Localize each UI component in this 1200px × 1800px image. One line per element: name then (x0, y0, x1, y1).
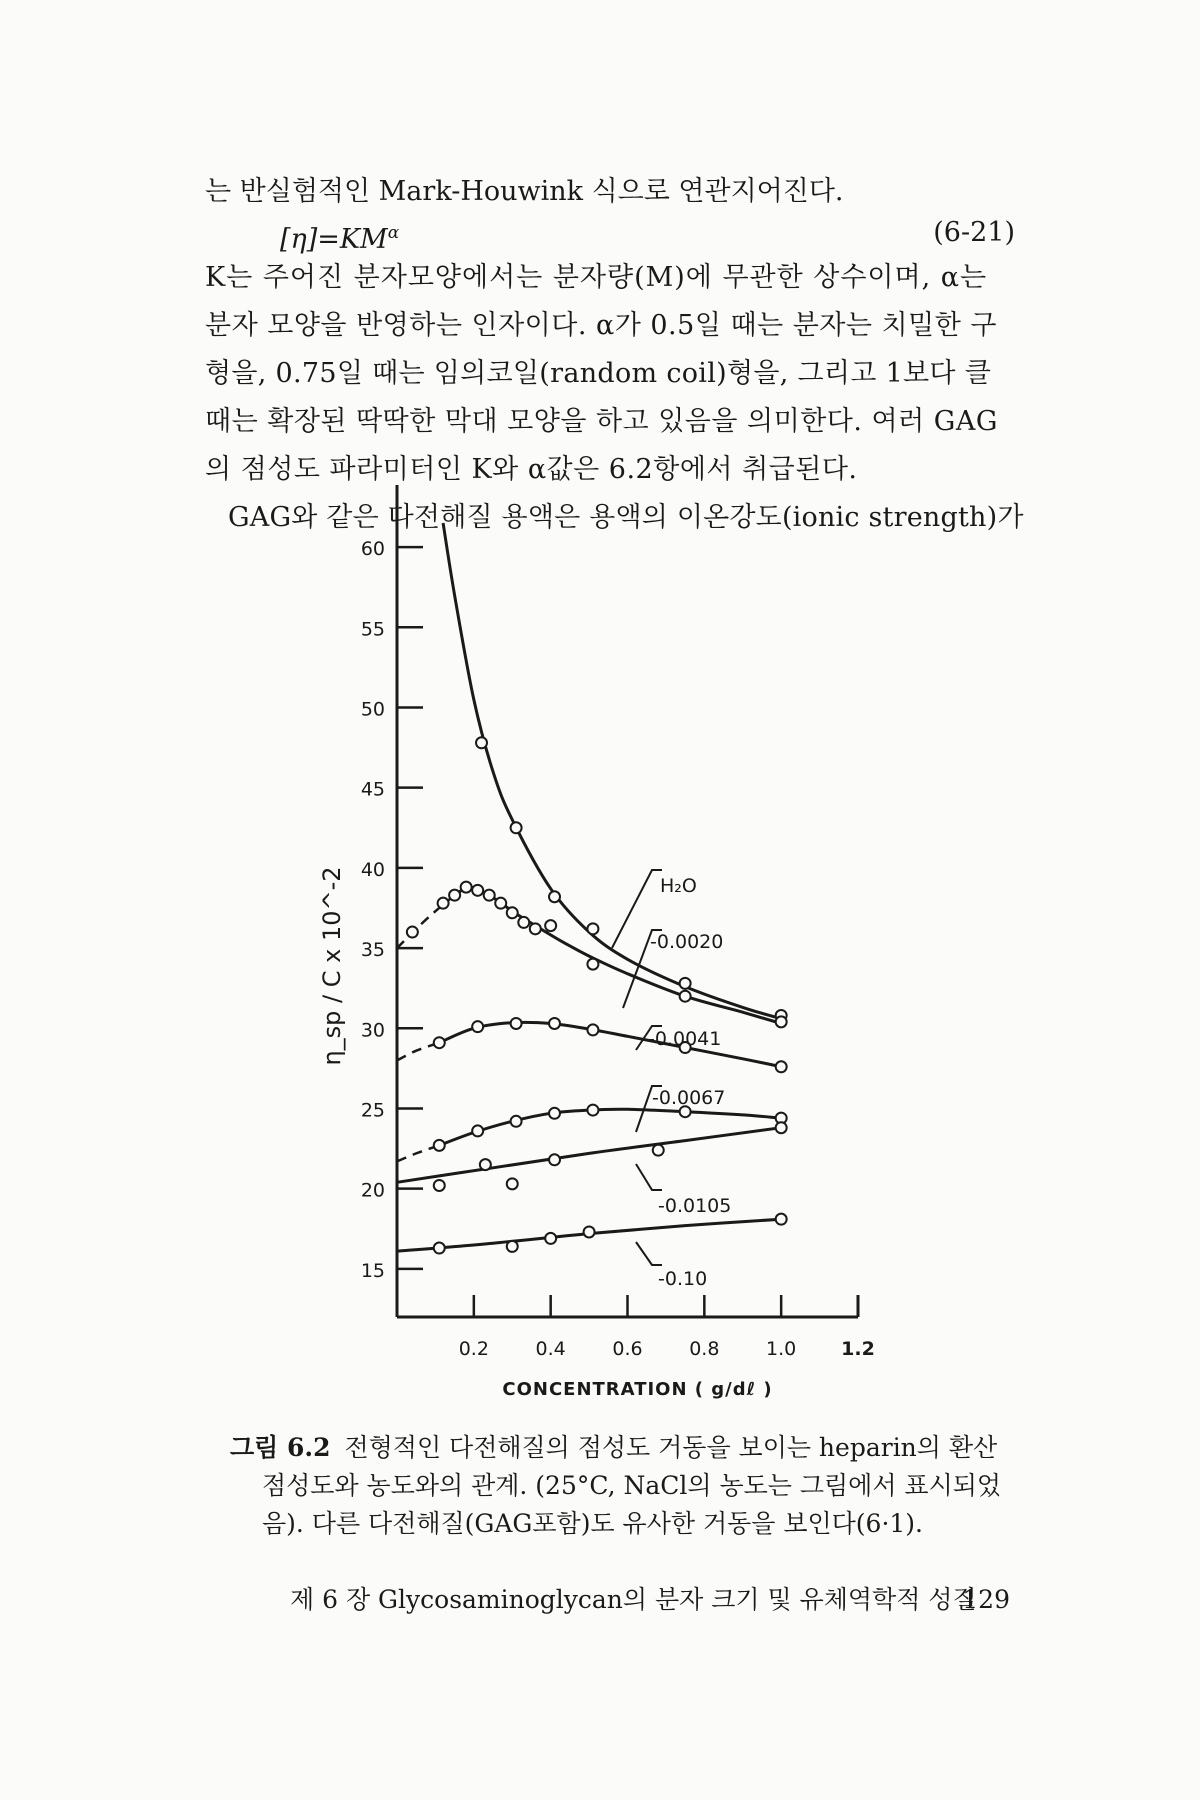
equation-body: [η]=KM (280, 224, 388, 255)
data-point (549, 1018, 560, 1029)
data-point (507, 1178, 518, 1189)
page-footer (290, 1582, 1010, 1618)
data-point (507, 907, 518, 918)
series-label: -0.0105 (658, 1195, 732, 1217)
y-tick-label: 30 (360, 1019, 385, 1042)
data-point (480, 1159, 491, 1170)
x-tick-label: 0.4 (535, 1338, 566, 1360)
data-point (587, 1105, 598, 1116)
body-line-8: GAG와 같은 다전해질 용액은 용액의 이온강도(ionic strength)가 (228, 502, 1024, 533)
data-point (472, 1021, 483, 1032)
figure-caption-label: 그림 6.2 (230, 1433, 331, 1462)
body-line-6: 때는 확장된 딱딱한 막대 모양을 하고 있음을 의미한다. 여러 GAG (205, 406, 998, 437)
x-tick-label: 1.0 (766, 1338, 797, 1360)
data-point (407, 927, 418, 938)
series-label-leader (636, 1164, 662, 1190)
series-label-leader (636, 1242, 662, 1265)
figure-caption-line-1 (230, 1430, 1020, 1466)
y-tick-label: 20 (360, 1179, 385, 1202)
series-line (439, 1109, 781, 1145)
data-point (511, 1018, 522, 1029)
data-point (680, 978, 691, 989)
series-dashed-line (397, 1043, 439, 1061)
x-tick-label: 1.2 (841, 1338, 875, 1360)
chart-curves (397, 523, 781, 1251)
data-point (472, 885, 483, 896)
data-point (484, 890, 495, 901)
series-label: -0.10 (658, 1268, 708, 1290)
chart-points (407, 737, 787, 1253)
data-point (680, 991, 691, 1002)
data-point (438, 898, 449, 909)
body-line-7: 의 점성도 파라미터인 K와 α값은 6.2항에서 취급된다. (205, 454, 858, 485)
equation-exponent: α (387, 223, 400, 243)
series-label: -0.0020 (650, 931, 724, 953)
data-point (776, 1122, 787, 1133)
data-point (507, 1241, 518, 1252)
data-point (545, 920, 556, 931)
chart-axes (361, 485, 875, 1360)
data-point (434, 1037, 445, 1048)
y-tick-label: 60 (360, 538, 385, 561)
figure-caption-line-3: 음). 다른 다전해질(GAG포함)도 유사한 거동을 보인다(6·1). (262, 1509, 924, 1538)
data-point (587, 923, 598, 934)
chapter-title: 제 6 장 Glycosaminoglycan의 분자 크기 및 유체역학적 성질 (290, 1585, 977, 1614)
series-line (439, 1022, 781, 1066)
data-point (653, 1145, 664, 1156)
data-point (584, 1226, 595, 1237)
data-point (511, 822, 522, 833)
body-line-5: 형을, 0.75일 때는 임의코일(random coil)형을, 그리고 1보다 클 (205, 358, 992, 389)
y-tick-label: 25 (360, 1099, 385, 1122)
data-point (449, 890, 460, 901)
data-point (511, 1116, 522, 1127)
series-label: -0.0041 (648, 1028, 722, 1050)
series-label: H₂O (660, 875, 697, 897)
y-tick-label: 15 (360, 1259, 385, 1282)
series-dashed-line (397, 1145, 439, 1161)
chart-labels (318, 866, 773, 1400)
data-point (434, 1243, 445, 1254)
figure-caption-text-1: 전형적인 다전해질의 점성도 거동을 보이는 heparin의 환산 (344, 1433, 998, 1462)
data-point (549, 1108, 560, 1119)
data-point (545, 1233, 556, 1244)
data-point (434, 1140, 445, 1151)
page-number: 129 (962, 1585, 1010, 1614)
series-label: -0.0067 (652, 1087, 726, 1109)
figure-caption-line-2: 점성도와 농도와의 관계. (25°C, NaCl의 농도는 그림에서 표시되었 (262, 1471, 1002, 1500)
data-point (776, 1061, 787, 1072)
y-tick-label: 45 (360, 778, 385, 801)
y-tick-label: 55 (360, 618, 385, 641)
data-point (776, 1016, 787, 1027)
data-point (476, 737, 487, 748)
y-tick-label: 40 (360, 858, 385, 881)
data-point (461, 882, 472, 893)
data-point (549, 891, 560, 902)
body-line-3: K는 주어진 분자모양에서는 분자량(M)에 무관한 상수이며, α는 (205, 262, 988, 293)
data-point (434, 1180, 445, 1191)
x-tick-label: 0.6 (612, 1338, 643, 1360)
series-line (397, 1128, 781, 1183)
body-line-4: 분자 모양을 반영하는 인자이다. α가 0.5일 때는 분자는 치밀한 구 (205, 310, 997, 341)
equation-number: (6-21) (933, 217, 1015, 248)
data-point (587, 959, 598, 970)
series-line (443, 523, 781, 1019)
data-point (776, 1214, 787, 1225)
data-point (495, 898, 506, 909)
x-tick-label: 0.8 (689, 1338, 720, 1360)
body-line-1: 는 반실험적인 Mark-Houwink 식으로 연관지어진다. (205, 176, 844, 207)
y-axis-title: η_sp / C x 10^-2 (318, 866, 346, 1066)
y-tick-label: 35 (360, 939, 385, 962)
data-point (472, 1125, 483, 1136)
x-tick-label: 0.2 (458, 1338, 489, 1360)
data-point (530, 923, 541, 934)
data-point (549, 1154, 560, 1165)
data-point (518, 917, 529, 928)
x-axis-title: CONCENTRATION ( g/dℓ ) (502, 1379, 773, 1400)
data-point (587, 1024, 598, 1035)
y-tick-label: 50 (360, 698, 385, 721)
